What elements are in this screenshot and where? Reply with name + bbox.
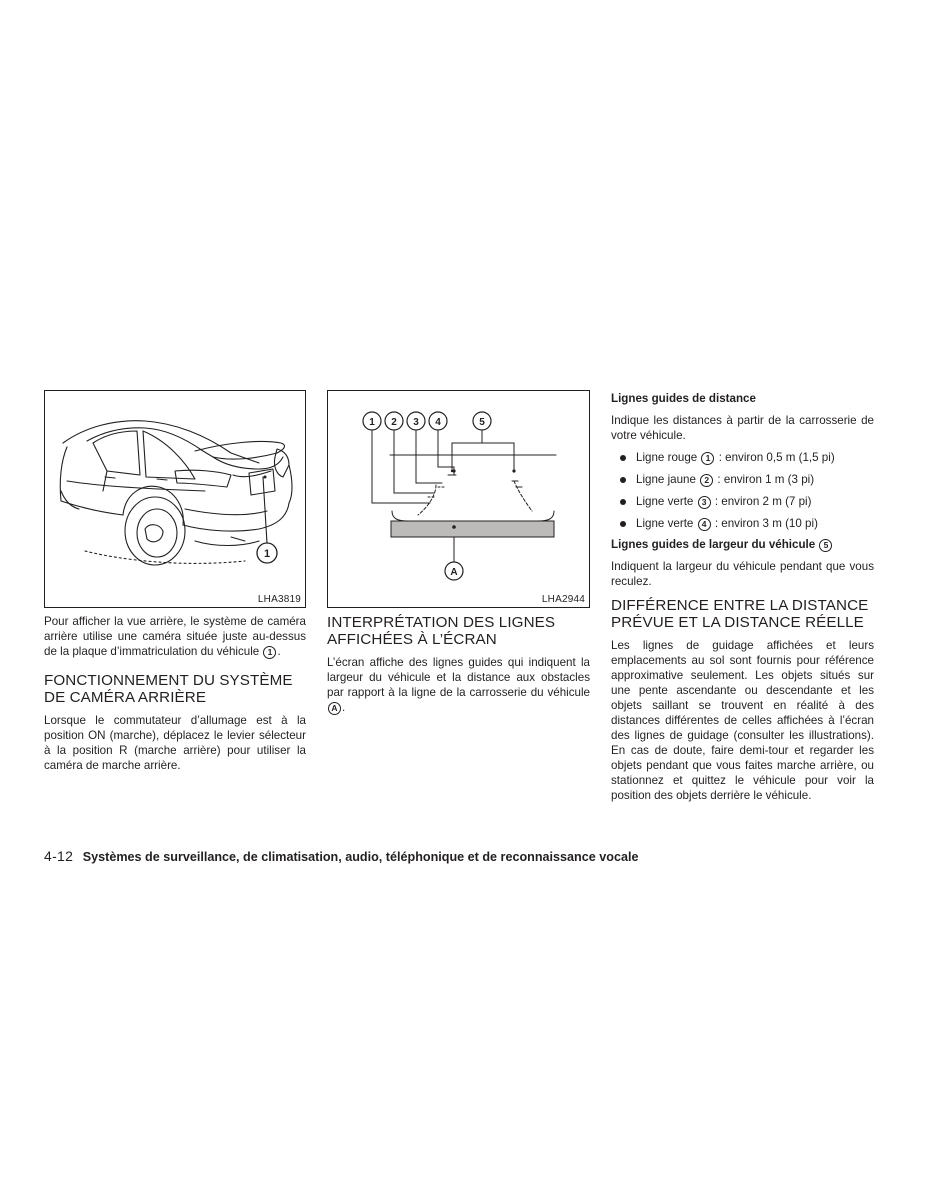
page-footer — [44, 848, 884, 864]
callout-3-label: 3 — [413, 417, 419, 428]
operation-paragraph: Lorsque le commutateur d’allumage est à la position ON (marche), déplacez le levier sélecteur à la position R (marche arrière) pour utiliser la caméra de marche arrière. — [44, 714, 306, 772]
column-2 — [327, 390, 590, 715]
page-number: 4-12 — [44, 848, 74, 864]
callout-5-label: 5 — [479, 417, 485, 428]
reference-1-icon: 1 — [263, 646, 276, 659]
interpretation-paragraph: L’écran affiche des lignes guides qui indiquent la largeur du véhicule et la distance aux obstacles par rapport à la ligne de la carrosserie du véhicule A . — [327, 656, 590, 714]
subheading-width-guides: Lignes guides de largeur du véhicule 5 — [611, 537, 874, 552]
section-heading-interpretation: INTERPRÉTATION DES LIGNES AFFICHÉES À L’ÉCRAN — [327, 614, 556, 648]
reference-a-icon: A — [328, 702, 341, 715]
reference-2-icon: 2 — [700, 474, 713, 487]
column-3 — [611, 391, 874, 803]
column-1 — [44, 390, 306, 773]
callout-a-label: A — [450, 567, 458, 578]
callout-4-label: 4 — [435, 417, 441, 428]
figure-code: LHA2944 — [541, 594, 585, 605]
guide-lines-figure — [327, 390, 590, 608]
callout-1-label: 1 — [263, 548, 271, 560]
reference-4-icon: 4 — [698, 518, 711, 531]
list-item: Ligne verte 3 : environ 2 m (7 pi) — [611, 494, 874, 509]
intro-paragraph: Pour afficher la vue arrière, le système de caméra arrière utilise une caméra située juste au-dessus de la plaque d’immatriculation du véhicule 1 . — [44, 615, 306, 658]
section-heading-difference: DIFFÉRENCE ENTRE LA DISTANCE PRÉVUE ET LA DISTANCE RÉELLE — [611, 597, 869, 631]
distance-guides-paragraph: Indique les distances à partir de la carrosserie de votre véhicule. — [611, 414, 874, 442]
list-item: Ligne jaune 2 : environ 1 m (3 pi) — [611, 472, 874, 487]
figure-code: LHA3819 — [257, 594, 301, 605]
reference-1-icon: 1 — [701, 452, 714, 465]
subheading-distance-guides: Lignes guides de distance — [611, 392, 756, 405]
callout-2-label: 2 — [391, 417, 397, 428]
guide-lines-diagram — [328, 391, 589, 607]
difference-paragraph: Les lignes de guidage affichées et leurs emplacements au sol sont fournis pour référence approximative seulement. Les objets situés sur une pente ascendante ou descendante et les objets saillant se trouvent en réalité à des distances différentes de celles affichées à l’écran des lignes de guidage (consulter les illustrations). En cas de doute, faire demi-tour et regarder les objets pendant que vous faites marche arrière, ou stationnez et quittez le véhicule pour voir la position des objets derrière le véhicule. — [611, 639, 874, 802]
distance-guide-list — [611, 450, 874, 531]
reference-3-icon: 3 — [698, 496, 711, 509]
list-item: Ligne verte 4 : environ 3 m (10 pi) — [611, 516, 874, 531]
callout-1-label: 1 — [369, 417, 375, 428]
width-guides-paragraph: Indiquent la largeur du véhicule pendant que vous reculez. — [611, 560, 874, 588]
section-heading-camera-system: FONCTIONNEMENT DU SYSTÈME DE CAMÉRA ARRIÈRE — [44, 672, 293, 706]
list-item: Ligne rouge 1 : environ 0,5 m (1,5 pi) — [611, 450, 874, 465]
chapter-title: Systèmes de surveillance, de climatisation, audio, téléphonique et de reconnaissance vocale — [82, 850, 639, 864]
car-rear-illustration — [45, 391, 305, 607]
reference-5-icon: 5 — [819, 539, 832, 552]
rear-camera-figure — [44, 390, 306, 608]
